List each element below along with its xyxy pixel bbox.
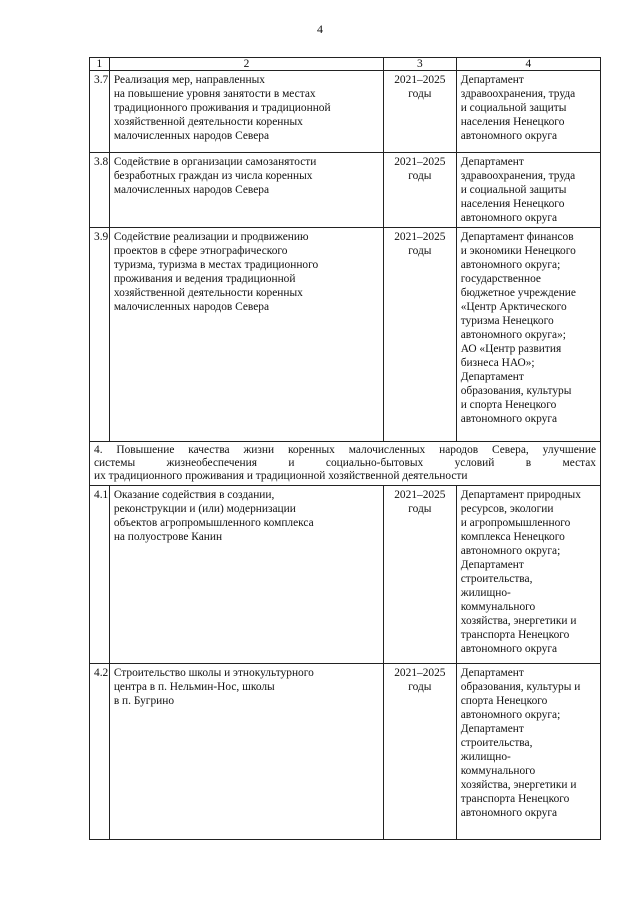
action-name-line: Содействие реализации и продвижению xyxy=(113,231,309,243)
action-executor-line: Департамент природных xyxy=(460,489,581,501)
action-executor-line: образования, культуры xyxy=(460,385,572,397)
action-executor-line: хозяйства, энергетики и xyxy=(460,779,577,791)
action-term xyxy=(384,153,457,228)
header-col-1: 1 xyxy=(90,58,110,71)
action-name-line: безработных граждан из числа коренных xyxy=(113,170,313,182)
action-term xyxy=(384,486,457,664)
action-executor-line: автономного округа xyxy=(460,807,558,819)
action-name-line: в п. Бугрино xyxy=(113,695,175,707)
action-executor xyxy=(456,71,600,153)
action-term xyxy=(384,71,457,153)
action-executor-line: туризма Ненецкого xyxy=(460,315,554,327)
action-executor-line: Департамент xyxy=(460,156,524,168)
action-term-line: годы xyxy=(408,681,432,693)
action-executor-line: автономного округа xyxy=(460,643,558,655)
action-name-line: объектов агропромышленного комплекса xyxy=(113,517,314,529)
action-executor-line: «Центр Арктического xyxy=(460,301,567,313)
action-name-line: реконструкции и (или) модернизации xyxy=(113,503,296,515)
action-name-line: проектов в сфере этнографического xyxy=(113,245,288,257)
action-term-line: 2021–2025 xyxy=(394,156,446,168)
row-number: 3.8 xyxy=(90,153,110,228)
action-executor-line: ресурсов, экологии xyxy=(460,503,554,515)
section-4-line: системы жизнеобеспечения и социально-бытовых условий в местах xyxy=(94,457,596,469)
table-row xyxy=(90,228,601,442)
header-col-3: 3 xyxy=(384,58,457,71)
action-executor-line: образования, культуры и xyxy=(460,681,581,693)
action-executor-line: и экономики Ненецкого xyxy=(460,245,576,257)
action-executor-line: населения Ненецкого xyxy=(460,116,565,128)
action-term-line: годы xyxy=(408,245,432,257)
action-executor-line: государственное xyxy=(460,273,541,285)
action-executor-line: Департамент xyxy=(460,559,524,571)
action-executor-line: и спорта Ненецкого xyxy=(460,399,557,411)
action-term-line: годы xyxy=(408,170,432,182)
action-name-line: центра в п. Нельмин-Нос, школы xyxy=(113,681,275,693)
action-name xyxy=(109,71,383,153)
action-executor-line: автономного округа; xyxy=(460,545,561,557)
action-executor-line: АО «Центр развития xyxy=(460,343,562,355)
action-executor-line: бюджетное учреждение xyxy=(460,287,576,299)
action-plan-table xyxy=(89,57,601,840)
action-term-line: 2021–2025 xyxy=(394,74,446,86)
action-name xyxy=(109,664,383,840)
header-col-2: 2 xyxy=(109,58,383,71)
action-name-line: на полуострове Канин xyxy=(113,531,223,543)
table-row xyxy=(90,153,601,228)
section-4-line: их традиционного проживания и традиционной хозяйственной деятельности xyxy=(94,470,468,482)
page-number: 4 xyxy=(317,22,323,36)
action-executor-line: населения Ненецкого xyxy=(460,198,565,210)
action-name-line: проживания и ведения традиционной xyxy=(113,273,296,285)
action-name xyxy=(109,228,383,442)
action-executor-line: Департамент xyxy=(460,667,524,679)
action-executor-line: транспорта Ненецкого xyxy=(460,629,570,641)
action-name xyxy=(109,486,383,664)
row-number: 4.1 xyxy=(90,486,110,664)
table-row xyxy=(90,71,601,153)
action-executor-line: здравоохранения, труда xyxy=(460,88,576,100)
action-executor xyxy=(456,153,600,228)
action-executor-line: жилищно- xyxy=(460,751,511,763)
action-term xyxy=(384,664,457,840)
action-term-line: 2021–2025 xyxy=(394,667,446,679)
table-row xyxy=(90,486,601,664)
action-executor-line: комплекса Ненецкого xyxy=(460,531,565,543)
action-executor-line: Департамент xyxy=(460,74,524,86)
action-name-line: на повышение уровня занятости в местах xyxy=(113,88,316,100)
action-term xyxy=(384,228,457,442)
action-executor-line: автономного округа; xyxy=(460,259,561,271)
action-executor xyxy=(456,486,600,664)
row-number: 3.9 xyxy=(90,228,110,442)
action-name-line: Реализация мер, направленных xyxy=(113,74,265,86)
action-executor-line: Департамент финансов xyxy=(460,231,574,243)
action-executor-line: хозяйства, энергетики и xyxy=(460,615,577,627)
action-name-line: малочисленных народов Севера xyxy=(113,130,270,142)
action-executor xyxy=(456,664,600,840)
action-executor-line: автономного округа xyxy=(460,212,558,224)
action-name-line: туризма, туризма в местах традиционного xyxy=(113,259,319,271)
action-executor-line: автономного округа xyxy=(460,413,558,425)
action-name xyxy=(109,153,383,228)
header-row xyxy=(90,58,601,71)
action-name-line: хозяйственной деятельности коренных xyxy=(113,116,303,128)
section-4-line: 4. Повышение качества жизни коренных малочисленных народов Севера, улучшение xyxy=(94,444,596,456)
action-executor-line: коммунального xyxy=(460,601,536,613)
action-name-line: Содействие в организации самозанятости xyxy=(113,156,317,168)
action-name-line: Оказание содействия в создании, xyxy=(113,489,275,501)
action-executor-line: коммунального xyxy=(460,765,536,777)
action-executor-line: и социальной защиты xyxy=(460,102,567,114)
action-name-line: малочисленных народов Севера xyxy=(113,184,270,196)
action-executor-line: и агропромышленного xyxy=(460,517,571,529)
action-executor-line: строительства, xyxy=(460,573,533,585)
action-term-line: годы xyxy=(408,88,432,100)
action-executor-line: бизнеса НАО»; xyxy=(460,357,535,369)
section-4-heading xyxy=(90,442,601,486)
row-number: 3.7 xyxy=(90,71,110,153)
action-term-line: 2021–2025 xyxy=(394,489,446,501)
action-name-line: малочисленных народов Севера xyxy=(113,301,270,313)
action-executor-line: жилищно- xyxy=(460,587,511,599)
action-executor-line: здравоохранения, труда xyxy=(460,170,576,182)
action-executor-line: транспорта Ненецкого xyxy=(460,793,570,805)
action-executor-line: строительства, xyxy=(460,737,533,749)
action-executor-line: автономного округа»; xyxy=(460,329,566,341)
action-executor xyxy=(456,228,600,442)
action-executor-line: Департамент xyxy=(460,723,524,735)
action-executor-line: Департамент xyxy=(460,371,524,383)
action-name-line: Строительство школы и этнокультурного xyxy=(113,667,314,679)
section-4-heading-row xyxy=(90,442,601,486)
action-name-line: хозяйственной деятельности коренных xyxy=(113,287,303,299)
action-term-line: годы xyxy=(408,503,432,515)
action-executor-line: и социальной защиты xyxy=(460,184,567,196)
table-row xyxy=(90,664,601,840)
action-term-line: 2021–2025 xyxy=(394,231,446,243)
action-name-line: традиционного проживания и традиционной xyxy=(113,102,331,114)
row-number: 4.2 xyxy=(90,664,110,840)
header-col-4: 4 xyxy=(456,58,600,71)
action-executor-line: автономного округа xyxy=(460,130,558,142)
action-executor-line: автономного округа; xyxy=(460,709,561,721)
action-executor-line: спорта Ненецкого xyxy=(460,695,548,707)
